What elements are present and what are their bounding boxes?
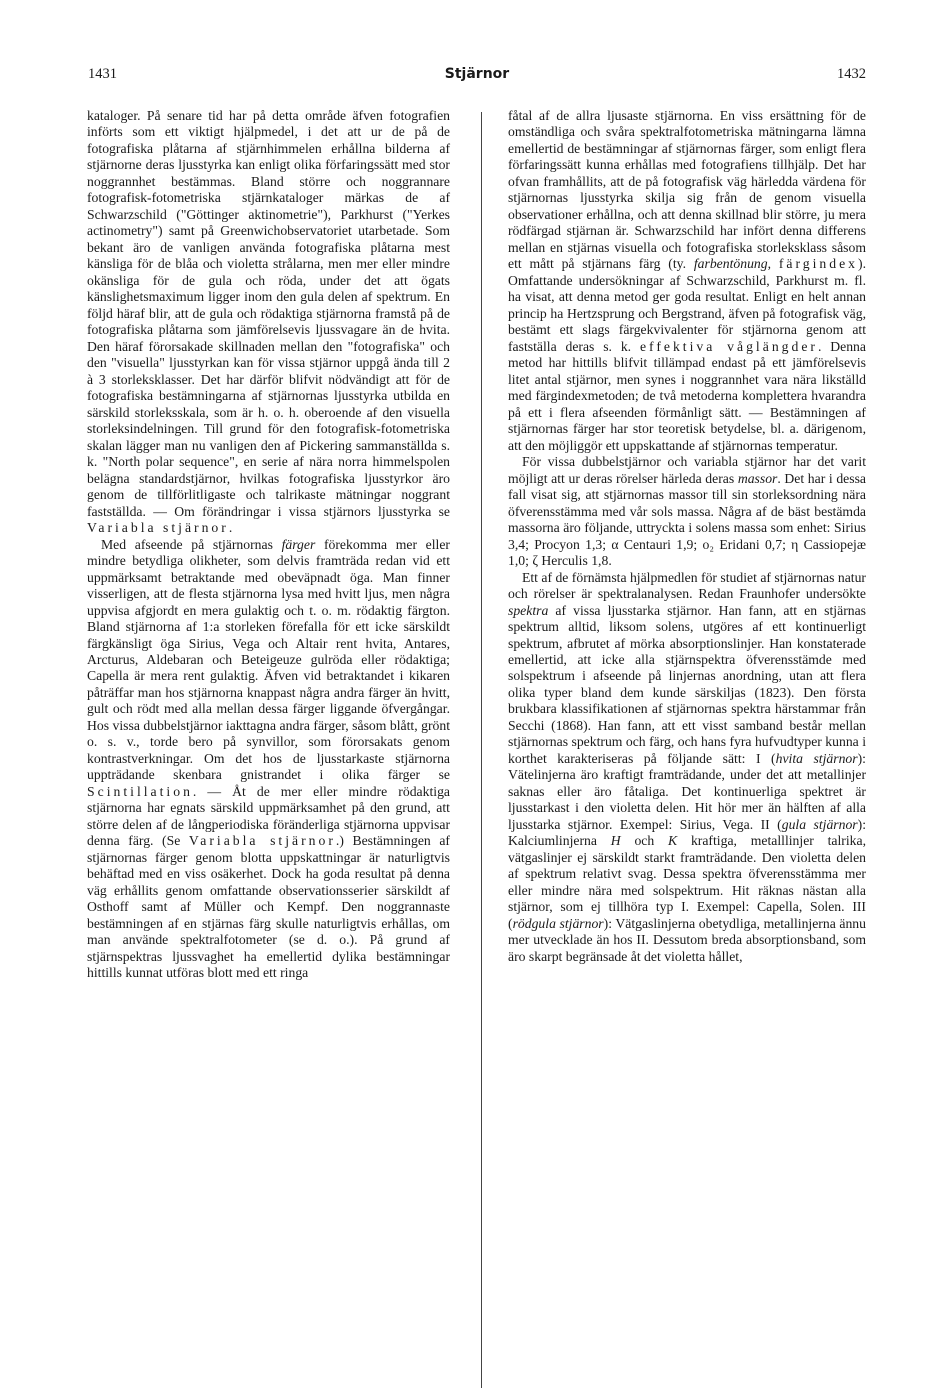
italic-term: massor — [737, 470, 778, 486]
text-run: . — [228, 520, 233, 536]
column-divider — [481, 112, 482, 1388]
right-column — [508, 108, 866, 965]
spaced-term: färgindex — [778, 256, 859, 272]
spaced-term: Scintillation — [87, 783, 193, 799]
italic-term: spektra — [508, 602, 549, 618]
italic-term: färger — [281, 536, 316, 552]
text-run: För vissa dubbelstjärnor och variabla stjärnor har det varit möjligt att ur deras rörelser härleda deras — [508, 454, 866, 486]
text-run: ): Vätelinjerna äro kraftigt framträdande, under det att metallinjer saknas eller äro fåtaliga. Det kontinuerliga spektret är ljusstarkast i den violetta delen. Hit hör mer än hälften af alla ljusstarka stjärnor. Exempel: Sirius, Vega. II ( — [508, 750, 866, 832]
text-run: . — Åt de mer eller mindre rödaktiga stjärnorna har egnats särskild uppmärksamhet på den grund, att större delen af de långperiodiska föränderliga stjärnorna uppvisar denna färg. (Se — [87, 783, 450, 849]
text-run: , — [767, 256, 779, 272]
text-run: fåtal af de allra ljusaste stjärnorna. En viss ersättning för de omständliga och svåra spektralfotometriska mätningarna lämna emellertid de bestämningar af stjärnornas färger, som enligt flera förfaringssätt kunna erhållas med fotografiens tillhjälp. Det har ofvan framhållits, att de på fotografisk väg härledda värdena för stjärnornas ljusstyrka skilja sig från de genom visuella observationer erhållna, och att denna skillnad blir större, ju mera rödfärgad stjärnan är. Schwarzschild har infört denna differens mellan en stjärnas visuella och fotografiska storleksklass såsom ett mått på stjärnans färg (ty. — [508, 108, 866, 272]
left-column — [87, 108, 450, 982]
text-run: af vissa ljusstarka stjärnor. Han fann, att en stjärnas spektrum alltid, liksom solens, utgöres af ett kontinuerligt spektrum, afbrutet af mörka absorptionslinjer. Han konstaterade emellertid, att icke alla stjärnspektra öfverensstämde med solspektrum i afseende på linjernas anordning, utan att flera olika typer bland dem kunde särskiljas (1823). Den första brukbara klassifikationen af stjärnornas spektra härstammar från Secchi (1868). Han fann, att ett visst samband består mellan stjärnornas spektrum och färg, och hans fyra hufvudtyper kunna i korthet karakteriseras på följande sätt: I ( — [508, 602, 866, 766]
italic-term: farbentönung — [693, 256, 768, 272]
paragraph — [508, 454, 866, 569]
text-run: ): Vätgaslinjerna obetydliga, metallinjerna ännu mer utvecklade än hos II. Dessutom breda absorptionsband, som äro skarpt begränsade åt det violetta hållet, — [508, 915, 866, 964]
text-run: Ett af de förnämsta hjälpmedlen för studiet af stjärnornas natur och rörelser är spektralanalysen. Redan Fraunhofer undersökte — [508, 569, 866, 602]
italic-term: K — [668, 833, 678, 849]
paragraph — [508, 108, 866, 454]
text-run: .) Bestämningen af stjärnornas färger genom blotta uppskattningar är naturligtvis behäftad med en viss osäkerhet. Dock ha goda resultat på denna väg erhållits genom omfattande observationsserier särskildt af Osthoff samt af Müller och Kempf. Den noggrannaste bestämningen af en stjärnas färg skulle naturligtvis erhållas, om man använde spektralfotometer (se d. o.). På grund af stjärnspektras ljussvaghet ha emellertid dylika bestämningar hittills kunnat utföras blott med ett ringa — [87, 833, 450, 981]
italic-term: rödgula stjärnor — [512, 915, 604, 931]
spaced-term: effektiva våglängder — [639, 338, 818, 354]
text-run: och — [620, 833, 669, 849]
running-title: Stjärnor — [444, 66, 510, 82]
text-run: kraftiga, metalllinjer talrika, vätgaslinjer ej särskildt starkt framträdande. Den violetta delen af spektrum relativt svag. Dessa spektra öfverensstämma mer eller mindre nära med solspektrum. Hit räknas nästan alla stjärnor, som ej tillhöra typ I. Exempel: Capella, Solen. III ( — [508, 833, 867, 931]
italic-term: gula stjärnor — [781, 816, 858, 832]
text-run: ). Omfattande undersökningar af Schwarzschild, Parkhurst m. fl. ha visat, att denna metod ger goda resultat. Enligt en helt annan princip ha Hertzsprung och Bergstrand, äfven på fotografisk väg, bestämt ett slags färgekvivalenter för stjärnorna genom att fastställa deras s. k. — [508, 256, 867, 354]
page-header — [88, 66, 866, 88]
italic-term: hvita stjärnor — [775, 750, 858, 766]
text-run: . Det har i dessa fall visat sig, att stjärnornas massor till sin storleksordning nära öfverensstämma med vår sols massa. Några af de bäst bestämda massorna äro följande, uttryckta i solens massa som enhet: Sirius 3,4; Procyon 1,3; α Centauri 1,9; o₂ Eridani 0,7; η Cassiopejæ 1,0; ζ Herculis 1,8. — [508, 470, 866, 569]
text-run: ): Kalciumlinjerna — [508, 816, 867, 849]
spaced-term: Variabla stjärnor — [188, 833, 336, 849]
page-number-right: 1432 — [837, 66, 866, 82]
paragraph — [87, 537, 450, 982]
italic-term: H — [610, 833, 621, 849]
text-run: . Denna metod har hittills blifvit tillämpad endast på ett jämförelsevis litet antal stjärnor, men synes i noggrannhet vara nära likställd med färgindexmetoden; de två metoderna komplettera hvarandra på ett i flera afseenden förmånligt sätt. — Bestämningen af stjärnornas färger har stor teoretisk betydelse, bl. a. därigenom, att den möjliggör ett uppskattande af stjärnornas temperatur. — [508, 338, 866, 453]
text-run: Med afseende på stjärnornas — [101, 536, 282, 552]
spaced-term: Variabla stjärnor — [87, 520, 229, 536]
text-run: förekomma mer eller mindre betydliga olikheter, som delvis framträda redan vid ett uppmärksamt betraktande med obeväpnadt öga. Man finner visserligen, att de flesta stjärnorna lysa med hvitt ljus, men några uppvisa afgjordt en mera gulaktig och t. o. m. rödaktig färgton. Bland stjärnorna af 1:a storleken förefalla för ett icke särskildt färgkänsligt öga Sirius, Vega och Altair rent hvita, Antares, Arcturus, Aldebaran och Beteigeuze gulröda eller rödaktiga; Capella är mera rent gulaktig. Äfven vid betraktandet i kikaren påträffar man hos stjärnorna knappast några andra färger än hvitt, gult och rödt med alla mellan dessa färger liggande öfvergångar. Hos vissa dubbelstjärnor iakttagna andra färger, såsom blått, grönt o. s. v., torde bero på synvillor, som förorsakats genom kontrastverkningar. Om det hos de ljusstarkaste stjärnorna uppträdande skenbara gnistrandet i olika färger se — [87, 536, 450, 783]
text-run: kataloger. På senare tid har på detta område äfven fotografien införts som ett viktigt hjälpmedel, i det att ur de på de fotografiska plåtarna af stjärnhimmelen erhållna bilderna af stjärnorne deras ljusstyrka kan enligt olika förfaringssätt med stor noggrannhet bestämmas. Bland större och noggrannare fotografisk-fotometriska stjärnkataloger märkas de af Schwarzschild ("Göttinger aktinometrie"), Parkhurst ("Yerkes actinometry") samt på Greenwichobservatoriet utarbetade. Som bekant äro de vanligen använda fotografiska plåtarna mest känsliga för de blåa och violetta strålarna, men mer eller mindre okänsliga för de gula och röda, under det att ögats känslighetsmaximum ligger inom den gula delen af spektrum. En följd häraf blir, att de gula och rödaktiga stjärnorna framstå på de fotografiska plåtarna som jämförelsevis ljussvagare än de hvita. Den häraf förorsakade skillnaden mellan den "fotografiska" och den "visuella" ljusstyrkan kan för vissa stjärnor uppgå ända till 2 à 3 storleksklasser. Det har därför blifvit nödvändigt att för de fotografiska bestämningarna af stjärnornas ljusstyrka utbilda en särskild storleksskala, som är h. o. h. oberoende af den visuella storleksindelningen. Till grund för den fotografisk-fotometriska skalan lägger man nu vanligen den af Pickering sammanställda s. k. "North polar sequence", en serie af nära norra himmelspolen belägna standardstjärnor, hvilkas fotografiska ljusstyrkor äro genom de tillförlitligaste och talrikaste mätningar noggrant fastställda. — Om förändringar i vissa stjärnors ljusstyrka se — [87, 108, 450, 519]
page-number-left: 1431 — [88, 66, 117, 82]
paragraph — [508, 570, 866, 966]
paragraph — [87, 108, 450, 537]
